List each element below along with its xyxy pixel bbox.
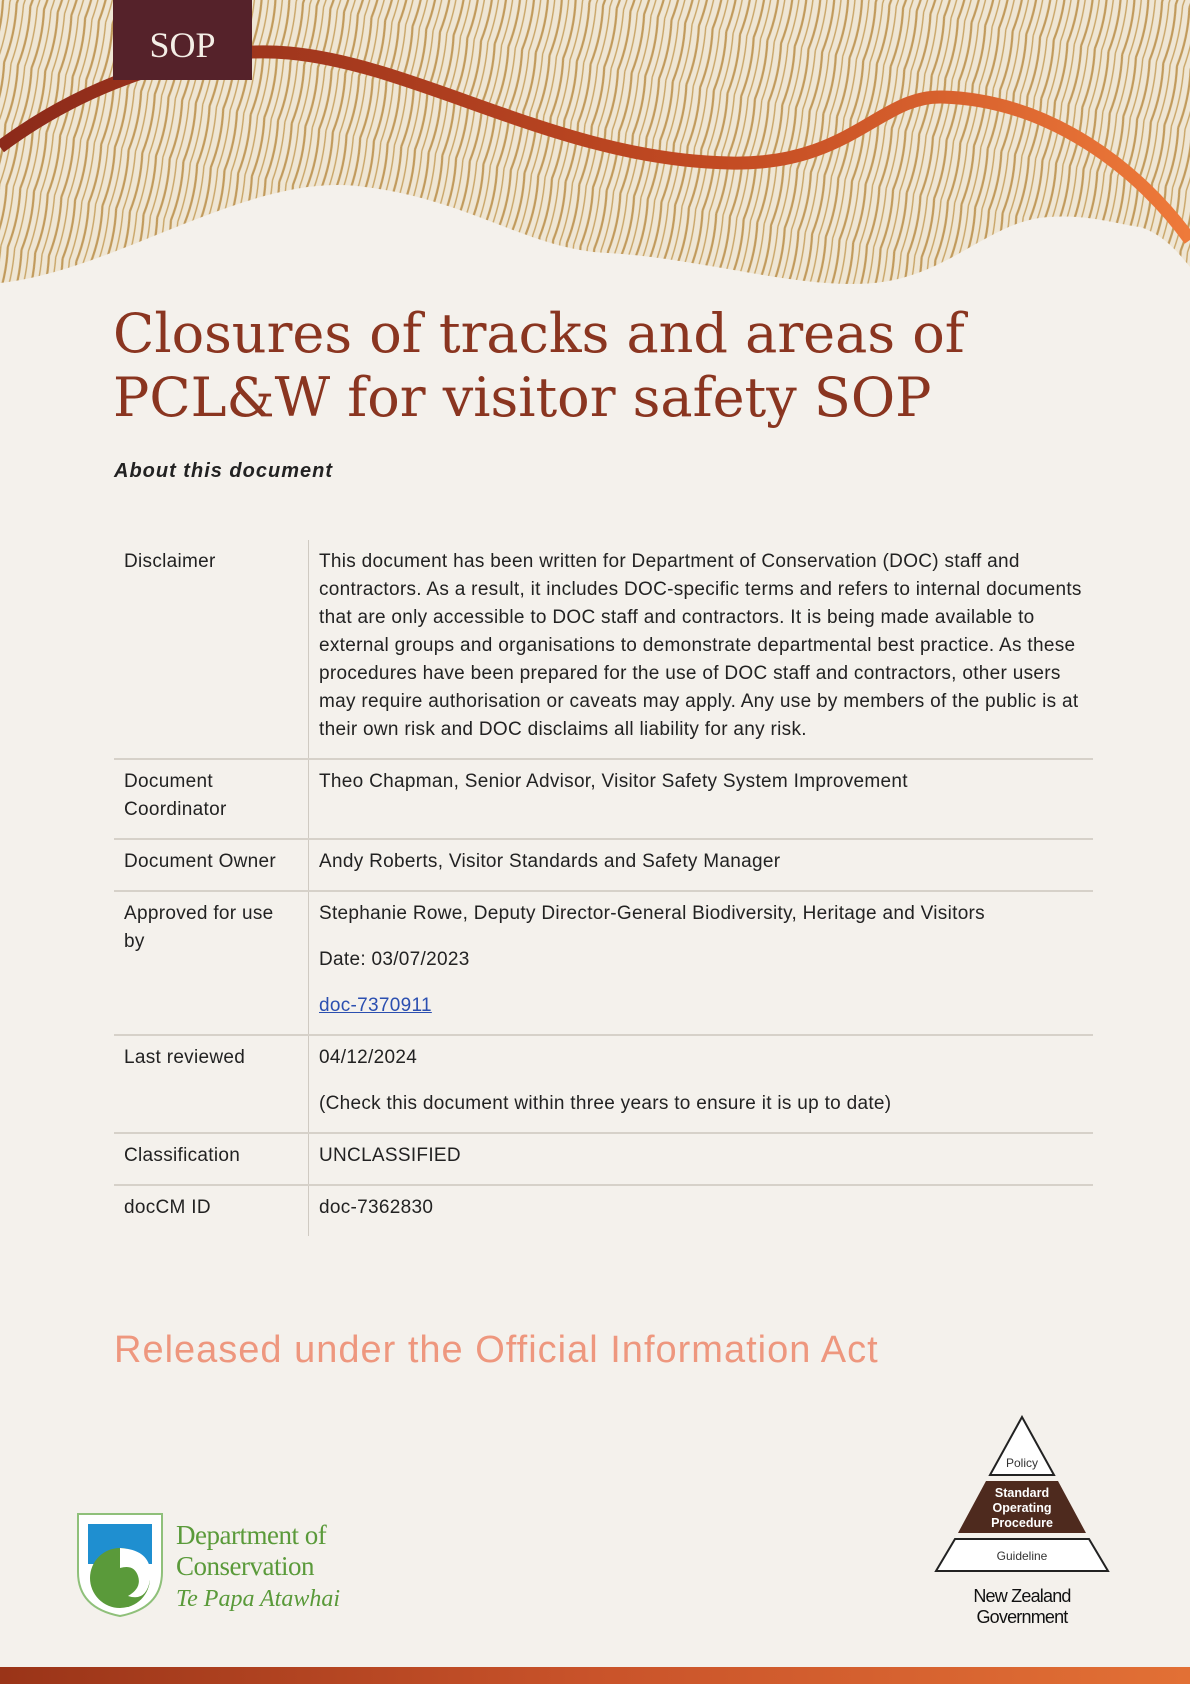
table-row — [114, 891, 1093, 1035]
document-info-table — [114, 540, 1093, 1236]
row-label: Classification — [114, 1133, 309, 1185]
table-row — [114, 759, 1093, 839]
doc-shield-icon — [76, 1512, 164, 1618]
logo-line1: Department of — [176, 1520, 327, 1550]
approval-doc-link[interactable]: doc-7370911 — [319, 995, 432, 1016]
row-value: Stephanie Rowe, Deputy Director-General Biodiversity, Heritage and Visitors — [319, 903, 985, 924]
sop-badge: SOP — [113, 0, 252, 80]
pyramid-sop-label: Standard — [994, 1486, 1050, 1500]
doc-logo — [76, 1512, 356, 1622]
row-value: This document has been written for Department of Conservation (DOC) staff and contractors. As a result, it includes DOC-specific terms and refers to internal documents that are only accessible to DOC staff and contractors. It is being made available to external groups and organisations to demonstrate departmental best practice. As these procedures have been prepared for the use of DOC staff and contractors, other users may require authorisation or caveats may apply. Any use by members of the public is at their own risk and DOC disclaims all liability for any risk. — [319, 551, 1082, 740]
row-value: Andy Roberts, Visitor Standards and Safety Manager — [309, 839, 1094, 891]
table-row — [114, 839, 1093, 891]
pyramid-guideline-label: Guideline — [996, 1549, 1048, 1563]
footer-band — [0, 1667, 1190, 1684]
table-row — [114, 1133, 1093, 1185]
row-label: Document Coordinator — [114, 759, 309, 839]
pyramid-sop-label: Procedure — [991, 1516, 1053, 1530]
row-label: Disclaimer — [114, 540, 309, 759]
row-label: docCM ID — [114, 1185, 309, 1236]
table-row — [114, 1035, 1093, 1133]
document-hierarchy-pyramid — [928, 1415, 1116, 1575]
row-value: UNCLASSIFIED — [309, 1133, 1094, 1185]
row-label: Last reviewed — [114, 1035, 309, 1133]
table-row — [114, 540, 1093, 759]
row-label: Approved for use by — [114, 891, 309, 1035]
about-heading: About this document — [114, 460, 333, 482]
pyramid-policy-label: Policy — [1005, 1456, 1039, 1470]
row-value: Theo Chapman, Senior Advisor, Visitor Safety System Improvement — [309, 759, 1094, 839]
watermark: Released under the Official Information Act — [114, 1329, 879, 1371]
logo-line2: Conservation — [176, 1551, 314, 1581]
pyramid-sop-label: Operating — [992, 1501, 1052, 1515]
row-value: 04/12/2024 — [319, 1047, 418, 1068]
nz-government-logo: New Zealand Government — [973, 1586, 1071, 1627]
approval-date: Date: 03/07/2023 — [319, 949, 470, 970]
review-note: (Check this document within three years to ensure it is up to date) — [319, 1093, 892, 1114]
table-row — [114, 1185, 1093, 1236]
logo-line3: Te Papa Atawhai — [176, 1586, 341, 1612]
row-value: doc-7362830 — [309, 1185, 1094, 1236]
page-title: Closures of tracks and areas of PCL&W for visitor safety SOP — [113, 302, 965, 429]
row-label: Document Owner — [114, 839, 309, 891]
